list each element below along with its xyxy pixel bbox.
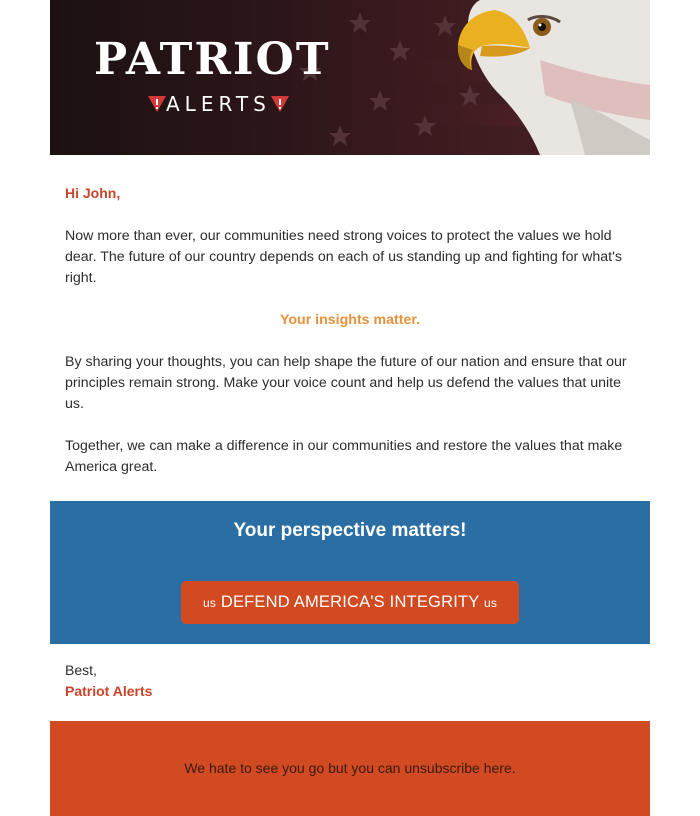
- paragraph-together: Together, we can make a difference in our communities and restore the values that make America great.: [65, 438, 623, 475]
- cta-title: Your perspective matters!: [233, 520, 467, 541]
- signoff: [50, 644, 650, 702]
- footer: [50, 721, 650, 816]
- email-body: [50, 155, 650, 478]
- logo-subtitle-text: ALERTS: [166, 92, 271, 116]
- header-banner: [50, 0, 650, 155]
- email-container: [50, 0, 650, 816]
- unsubscribe-link[interactable]: We hate to see you go but you can unsubscribe here.: [184, 760, 516, 776]
- paragraph-share: By sharing your thoughts, you can help shape the future of our nation and ensure that our principles remain strong. Make your voice count and help us defend the values that unite us.: [65, 354, 627, 412]
- defend-integrity-button[interactable]: [181, 581, 519, 624]
- greeting: Hi John,: [65, 185, 121, 201]
- button-label: DEFEND AMERICA'S INTEGRITY: [220, 593, 480, 611]
- logo-subtitle: [148, 94, 289, 114]
- sender-name: Patriot Alerts: [65, 683, 153, 699]
- warning-triangle-icon: [271, 95, 289, 113]
- highlight-text: Your insights matter.: [279, 312, 421, 328]
- flag-label-left: us: [202, 596, 217, 610]
- closing: Best,: [65, 662, 97, 678]
- logo-title: PATRIOT: [94, 34, 331, 85]
- cta-section: [50, 501, 650, 644]
- flag-label-right: us: [483, 596, 498, 610]
- warning-triangle-icon: [148, 95, 166, 113]
- paragraph-intro: Now more than ever, our communities need strong voices to protect the values we hold dear. The future of our country depends on each of us standing up and fighting for what's right.: [65, 228, 622, 286]
- eagle-icon: [420, 0, 650, 155]
